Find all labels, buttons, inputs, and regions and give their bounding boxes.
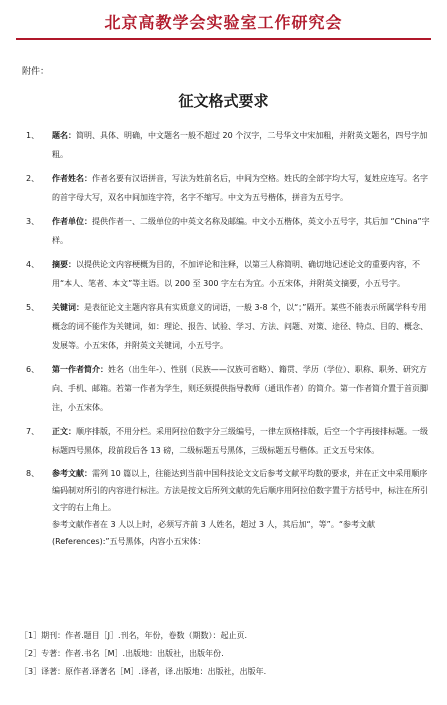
item-number: 5、 xyxy=(26,303,40,312)
item-keyword: 参考文献： xyxy=(52,469,92,478)
item-text: 需列 10 篇以上，往能达到当前中国科技论文文后参考文献平均数的要求，并在正文中采用顺序编码制对所引的内容进行标注。方法是按文后所列文献的先后顺序用阿拉伯数字置于方括号中，标注在所引文字的右上角上。 xyxy=(52,469,428,512)
header-title: 北京高教学会实验室工作研究会 xyxy=(104,13,343,32)
list-item-first-author xyxy=(14,360,434,417)
header-divider xyxy=(16,38,431,40)
item-number: 7、 xyxy=(26,427,40,436)
item-text: 以提供论文内容梗概为目的，不加评论和注释，以第三人称简明、确切地记述论文的重要内容，不用“本人、笔者、本文”等主语。以 200 至 300 字左右为宜。小五宋体，并附英文摘要，小五号字。 xyxy=(52,260,420,288)
requirements-list xyxy=(14,126,434,550)
reference-format-monograph: ［2］专著：作者.书名［M］.出版地：出版社，出版年份. xyxy=(20,649,224,658)
item-keyword: 正文： xyxy=(52,427,76,436)
item-keyword: 摘要： xyxy=(52,260,76,269)
list-item-author-name xyxy=(14,169,434,207)
attachment-label: 附件： xyxy=(22,67,50,77)
item-keyword: 第一作者简介： xyxy=(52,365,108,374)
list-item-keywords xyxy=(14,298,434,355)
reference-format-journal: ［1］期刊：作者.题目［J］.刊名，年份，卷数（期数）：起止页. xyxy=(20,631,248,640)
reference-format-translation: ［3］译著：原作者.译著名［M］.译者，译.出版地：出版社，出版年. xyxy=(20,667,267,676)
item-number: 6、 xyxy=(26,365,40,374)
list-item-author-unit xyxy=(14,212,434,250)
item-number: 8、 xyxy=(26,469,40,478)
item-number: 3、 xyxy=(26,217,40,226)
list-item-abstract xyxy=(14,255,434,293)
item-number: 4、 xyxy=(26,260,40,269)
reference-formats xyxy=(20,627,430,681)
item-text: 顺序排版，不用分栏。采用阿拉伯数字分三级编号，一律左顶格排版，后空一个字再接排标题。一级标题四号黑体，段前段后各 13 磅，二级标题五号黑体，三级标题五号楷体。正文五号宋体。 xyxy=(52,427,428,455)
item-text: 简明、具体、明确，中文题名一般不超过 20 个汉字，二号华文中宋加粗，并附英文题名，四号字加粗。 xyxy=(52,131,428,159)
item-text: 姓名（出生年-）、性别（民族——汉族可省略）、籍贯、学历（学位）、职称、职务、研究方向、手机、邮箱。若第一作者为学生，则还须提供指导教师（通讯作者）的简介。第一作者简介置于首页脚注，小五宋体。 xyxy=(52,365,428,412)
item-text-continued: 参考文献作者在 3 人以上时，必须写齐前 3 人姓名，超过 3 人，其后加“，等”。“参考文献(References):”五号黑体，内容小五宋体： xyxy=(52,520,375,546)
item-keyword: 作者单位： xyxy=(52,217,92,226)
list-item-references xyxy=(14,465,434,550)
list-item-body xyxy=(14,422,434,460)
item-keyword: 题名： xyxy=(52,131,76,140)
document-title: 征文格式要求 xyxy=(178,92,269,110)
item-text: 提供作者一、二级单位的中英文名称及邮编。中文小五楷体，英文小五号字，其后加 “China”字样。 xyxy=(52,217,430,245)
item-keyword: 关键词： xyxy=(52,303,84,312)
item-number: 1、 xyxy=(26,131,40,140)
item-keyword: 作者姓名： xyxy=(52,174,92,183)
item-number: 2、 xyxy=(26,174,40,183)
list-item-title xyxy=(14,126,434,164)
item-text: 作者名要有汉语拼音，写法为姓前名后，中间为空格。姓氏的全部字均大写，复姓应连写。名字的首字母大写，双名中间加连字符，名字不缩写。中文为五号楷体，拼音为五号字。 xyxy=(52,174,428,202)
item-text: 是表征论文主题内容具有实质意义的词语，一般 3-8 个，以“；”隔开。某些不能表示所属学科专用概念的词不能作为关键词，如：理论、报告、试验、学习、方法、问题、对策、途径、特点、目的、概念、发展等。小五宋体，并附英文关键词，小五号字。 xyxy=(52,303,428,350)
